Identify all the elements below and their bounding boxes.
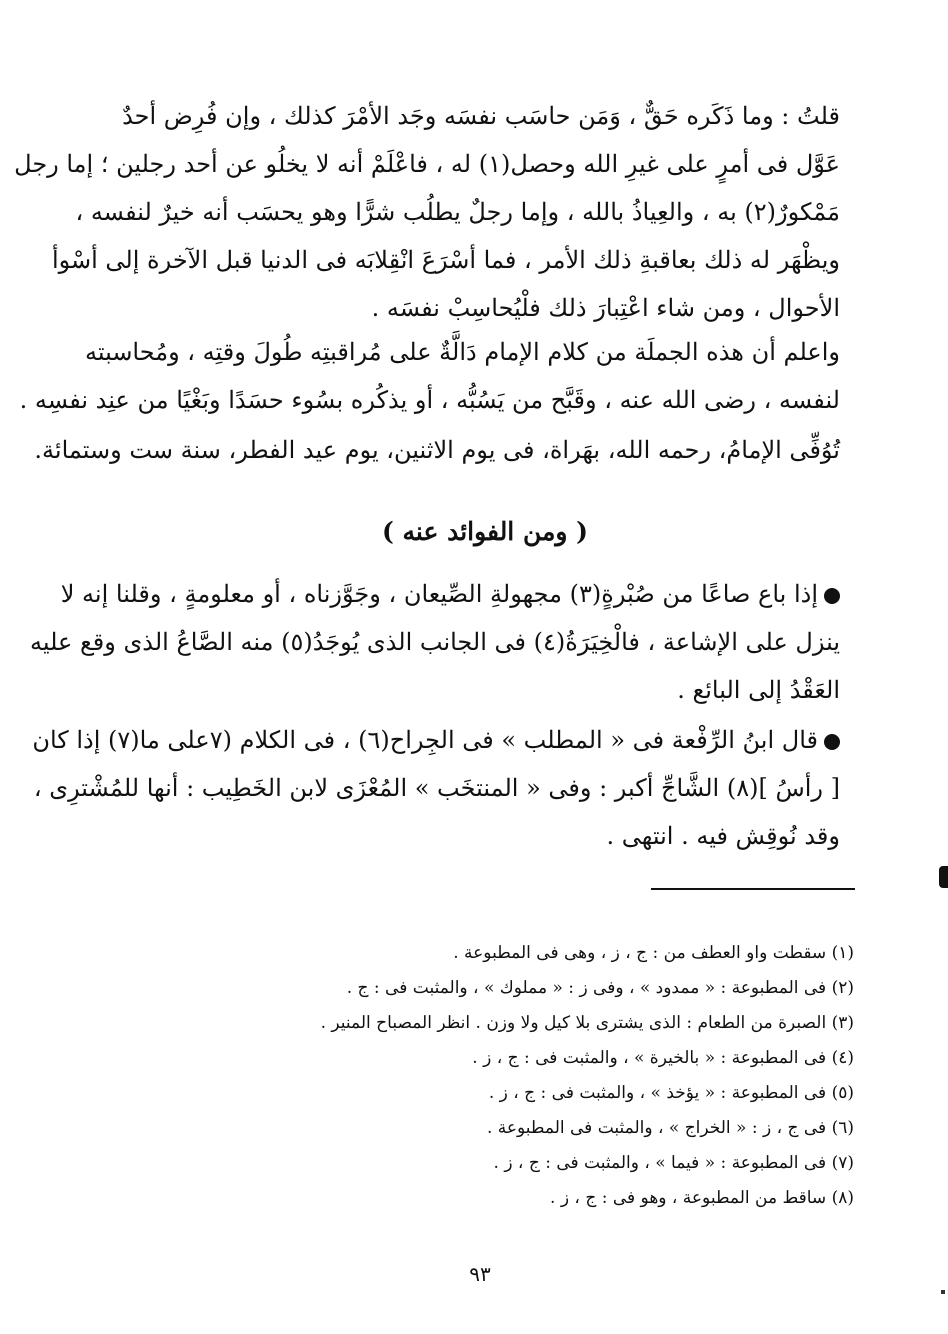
text-line: وقد نُوقِش فيه . انتهى . xyxy=(606,822,840,850)
footnote: (٣) الصبرة من الطعام : الذى يشترى بلا كيل ولا وزن . انظر المصباح المنير . xyxy=(320,1013,854,1033)
paragraph-death-date xyxy=(34,426,840,474)
footnote: (٢) فى المطبوعة : « ممدود » ، وفى ز : « مملوك » ، والمثبت فى : ج . xyxy=(346,978,854,998)
footnote: (١) سقطت واو العطف من : ج ، ز ، وهى فى المطبوعة . xyxy=(453,943,854,963)
page-number: ٩٣ xyxy=(469,1262,491,1286)
footnote-separator xyxy=(651,888,855,890)
text-line: عَوَّل فى أمرٍ على غيرِ الله وحصل(١) له ، فاعْلَمْ أنه لا يخلُو عن أحد رجلين ؛ إما رجل xyxy=(14,150,840,178)
text-line: قلتُ : وما ذَكَره حَقٌّ ، وَمَن حاسَب نفسَه وجَد الأمْرَ كذلك ، وإن فُرِض أحدٌ xyxy=(122,102,840,130)
text-line: لنفسه ، رضى الله عنه ، وقَبَّح من يَسُبُّه ، أو يذكُره بسُوء حسَدًا وبَغْيًا من عنِد نفسِه . xyxy=(19,386,840,414)
text-segment: إذا باع صاعًا من صُبْرةٍ(٣) مجهولةِ الصِّيعان ، وجَوَّزناه ، أو معلومةٍ ، وقلنا إنه لا xyxy=(60,580,818,608)
footnote: (٦) فى ج ، ز : « الخراج » ، والمثبت فى المطبوعة . xyxy=(486,1118,854,1138)
text-line: الأحوال ، ومن شاء اعْتِبارَ ذلك فلْيُحاسِبْ نفسَه . xyxy=(371,294,840,322)
text-line xyxy=(32,716,840,764)
text-line: ينزل على الإشاعة ، فالْخِيَرَةُ(٤) فى الجانب الذى يُوجَدُ(٥) منه الصَّاعُ الذى وقع عليه xyxy=(30,628,840,656)
paragraph-commentary xyxy=(14,92,840,332)
section-heading: ( ومن الفوائد عنه ) xyxy=(382,517,588,546)
bullet-icon xyxy=(824,734,840,750)
scan-edge-mark xyxy=(939,866,948,888)
text-line: مَمْكورٌ(٢) به ، والعِياذُ بالله ، وإما رجلٌ يطلُب شرًّا وهو يحسَب أنه خيرٌ لنفسه ، xyxy=(75,198,840,226)
scan-edge-dot xyxy=(941,1290,945,1294)
footnote: (٨) ساقط من المطبوعة ، وهو فى : ج ، ز . xyxy=(550,1188,854,1208)
paragraph-imam-remark xyxy=(19,328,840,424)
text-line xyxy=(60,570,840,618)
text-line: واعلم أن هذه الجملَة من كلام الإمام دَالَّةٌ على مُراقبتِه طُولَ وقتِه ، ومُحاسبته xyxy=(84,338,840,366)
footnote: (٥) فى المطبوعة : « يؤخذ » ، والمثبت فى : ج ، ز . xyxy=(488,1083,854,1103)
bullet-icon xyxy=(824,588,840,604)
paragraph-benefit-2 xyxy=(32,716,840,860)
text-line: العَقْدُ إلى البائع . xyxy=(677,676,840,704)
text-line: ويظْهَر له ذلك بعاقبةِ ذلك الأمر ، فما أسْرَعَ انْقِلابَه فى الدنيا قبل الآخرة إلى أسْوأ xyxy=(51,246,840,274)
footnote: (٤) فى المطبوعة : « بالخيرة » ، والمثبت فى : ج ، ز . xyxy=(472,1048,854,1068)
paragraph-benefit-1 xyxy=(30,570,840,714)
footnote: (٧) فى المطبوعة : « فيما » ، والمثبت فى : ج ، ز . xyxy=(493,1153,854,1173)
text-segment: قال ابنُ الرِّفْعة فى « المطلب » فى الجِراح(٦) ، فى الكلام (٧على ما(٧) إذا كان xyxy=(32,726,818,754)
text-line: تُوُفِّى الإمامُ، رحمه الله، بهَراة، فى يوم الاثنين، يوم عيد الفطر، سنة ست وستمائة. xyxy=(34,436,840,464)
text-line: [ رأسُ ](٨) الشَّاجِّ أكبر : وفى « المنتخَب » المُعْزَى لابن الخَطِيب : أنها للمُشْترِى ، xyxy=(33,774,840,802)
footnotes xyxy=(134,936,854,1216)
